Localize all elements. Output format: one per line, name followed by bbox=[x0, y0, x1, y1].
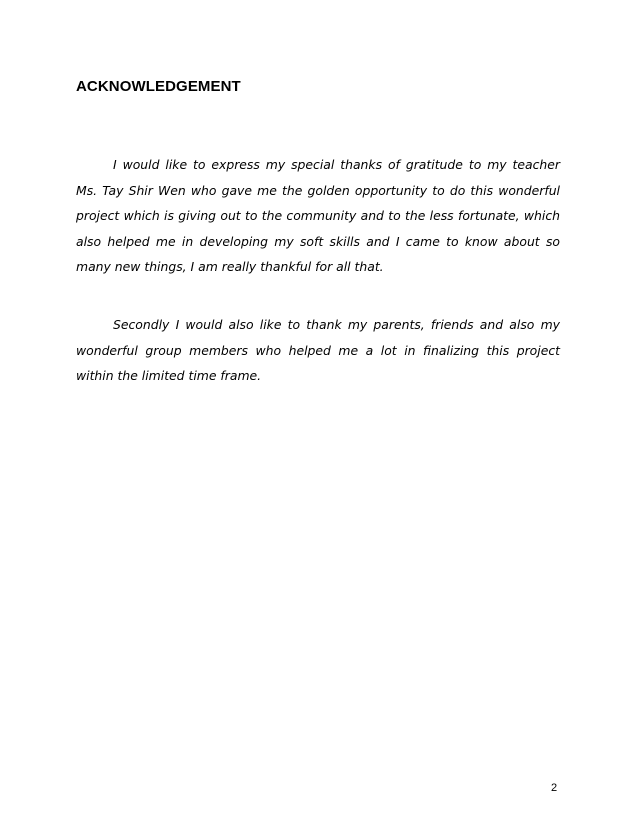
page-number: 2 bbox=[551, 782, 558, 794]
acknowledgement-paragraph-2: Secondly I would also like to thank my parents, friends and also my wonderful group members who helped me a lot in finalizing this project within the limited time frame. bbox=[76, 317, 560, 383]
acknowledgement-paragraph-1: I would like to express my special thanks of gratitude to my teacher Ms. Tay Shir Wen who gave me the golden opportunity to do this wonderful project which is giving out to the community and to the less fortunate, which also helped me in developing my soft skills and I came to know about so many new things, I am really thankful for all that. bbox=[76, 157, 560, 274]
page-title: ACKNOWLEDGEMENT bbox=[76, 78, 241, 95]
